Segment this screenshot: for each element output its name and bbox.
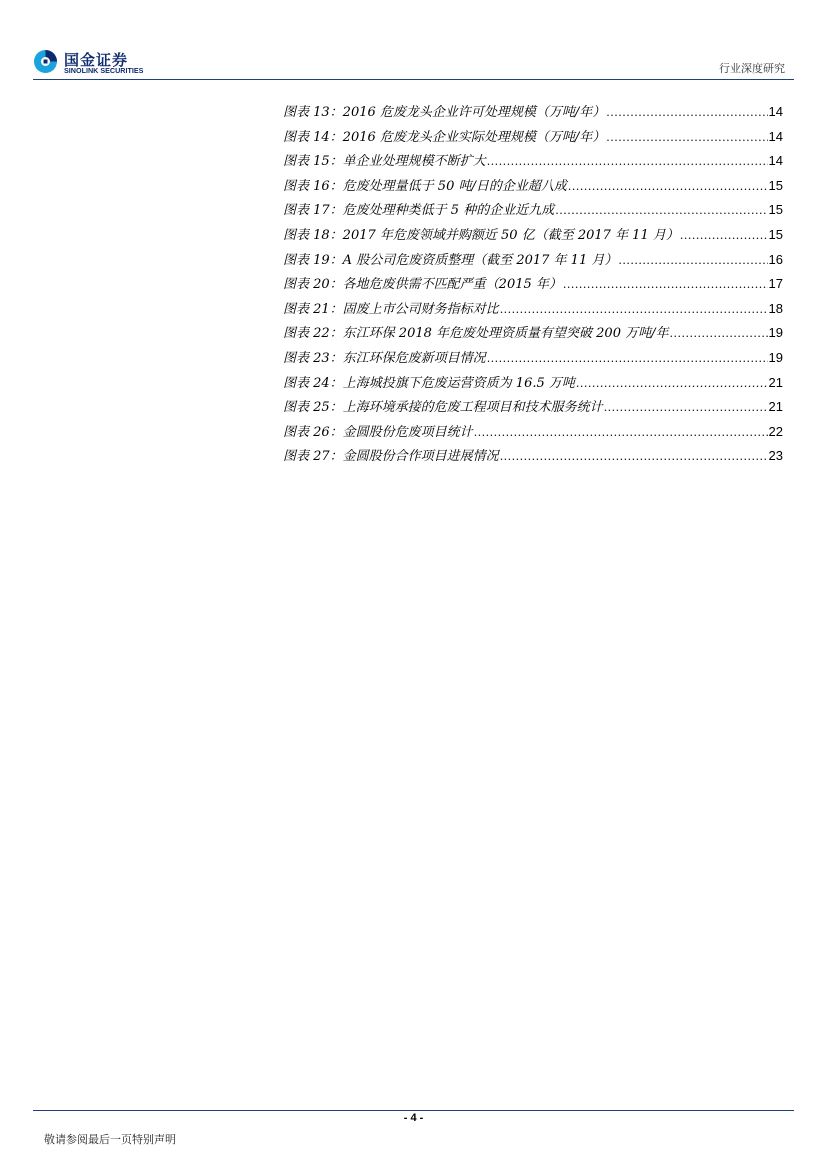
toc-entry-page: 15 <box>768 177 783 193</box>
toc-entry-label: 图表 26：金圆股份危废项目统计 <box>283 424 473 440</box>
toc-entry-page: 17 <box>768 276 783 292</box>
toc-leader-dots <box>680 229 768 242</box>
toc-entry[interactable] <box>283 273 783 298</box>
toc-leader-dots <box>487 352 768 365</box>
toc-entry-page: 14 <box>768 153 783 169</box>
toc-entry-page: 18 <box>768 300 783 316</box>
toc-entry[interactable] <box>283 298 783 323</box>
header-divider <box>33 79 794 80</box>
toc-entry-label: 图表 22：东江环保 2018 年危废处理资质量有望突破 200 万吨/年 <box>283 326 669 342</box>
disclaimer-note: 敬请参阅最后一页特别声明 <box>44 1133 176 1146</box>
toc-leader-dots <box>568 180 768 193</box>
toc-entry[interactable] <box>283 372 783 397</box>
toc-entry[interactable] <box>283 396 783 421</box>
toc-leader-dots <box>555 204 767 217</box>
toc-entry-page: 19 <box>768 325 783 341</box>
toc-leader-dots <box>576 377 768 390</box>
toc-entry-page: 15 <box>768 202 783 218</box>
toc-entry-label: 图表 15：单企业处理规模不断扩大 <box>283 154 486 170</box>
toc-leader-dots <box>487 155 768 168</box>
toc-leader-dots <box>604 401 768 414</box>
toc-entry[interactable] <box>283 126 783 151</box>
toc-entry[interactable] <box>283 445 783 470</box>
toc-entry-label: 图表 21：固废上市公司财务指标对比 <box>283 301 499 317</box>
figure-list <box>283 101 783 470</box>
toc-leader-dots <box>500 303 768 316</box>
sinolink-logo-icon <box>33 49 58 74</box>
toc-entry-page: 14 <box>768 128 783 144</box>
toc-entry[interactable] <box>283 224 783 249</box>
toc-leader-dots <box>606 106 767 119</box>
page-number: - 4 - <box>403 1112 424 1124</box>
toc-entry[interactable] <box>283 421 783 446</box>
toc-entry-page: 16 <box>768 251 783 267</box>
toc-entry[interactable] <box>283 199 783 224</box>
toc-entry-label: 图表 25：上海环境承接的危废工程项目和技术服务统计 <box>283 400 603 416</box>
toc-entry[interactable] <box>283 249 783 274</box>
company-logo <box>33 47 163 79</box>
toc-entry-label: 图表 13：2016 危废龙头企业许可处理规模（万吨/年） <box>283 105 606 120</box>
toc-entry-label: 图表 27：金圆股份合作项目进展情况 <box>283 449 499 465</box>
toc-leader-dots <box>669 327 767 340</box>
toc-entry-page: 21 <box>768 374 783 390</box>
toc-leader-dots <box>563 278 768 291</box>
toc-entry-page: 14 <box>768 104 783 119</box>
toc-entry-label: 图表 19：A 股公司危废资质整理（截至 2017 年 11 月） <box>283 252 618 268</box>
toc-entry[interactable] <box>283 322 783 347</box>
toc-entry-page: 19 <box>768 349 783 365</box>
toc-entry[interactable] <box>283 101 783 126</box>
toc-entry-page: 21 <box>768 399 783 415</box>
toc-entry-label: 图表 16：危废处理量低于 50 吨/日的企业超八成 <box>283 178 567 194</box>
toc-entry-page: 23 <box>768 448 783 464</box>
toc-entry-label: 图表 17：危废处理种类低于 5 种的企业近九成 <box>283 203 555 219</box>
toc-entry-label: 图表 18：2017 年危废领域并购额近 50 亿（截至 2017 年 11 月） <box>283 227 679 243</box>
toc-entry-page: 22 <box>768 423 783 439</box>
toc-leader-dots <box>474 426 768 439</box>
footer-divider <box>33 1110 794 1111</box>
toc-entry-label: 图表 23：东江环保危废新项目情况 <box>283 350 486 366</box>
report-type-title: 行业深度研究 <box>719 62 785 75</box>
logo-text-cn: 国金证券 <box>64 51 129 69</box>
toc-entry-label: 图表 14：2016 危废龙头企业实际处理规模（万吨/年） <box>283 129 606 145</box>
toc-entry-label: 图表 24：上海城投旗下危废运营资质为 16.5 万吨 <box>283 375 575 391</box>
toc-leader-dots <box>618 254 767 267</box>
toc-leader-dots <box>500 450 768 463</box>
toc-leader-dots <box>606 131 767 144</box>
toc-entry[interactable] <box>283 347 783 372</box>
logo-text-en: SINOLINK SECURITIES <box>64 66 144 75</box>
toc-entry[interactable] <box>283 175 783 200</box>
toc-entry-label: 图表 20：各地危废供需不匹配严重（2015 年） <box>283 277 562 293</box>
toc-entry-page: 15 <box>768 226 783 242</box>
toc-entry[interactable] <box>283 150 783 175</box>
